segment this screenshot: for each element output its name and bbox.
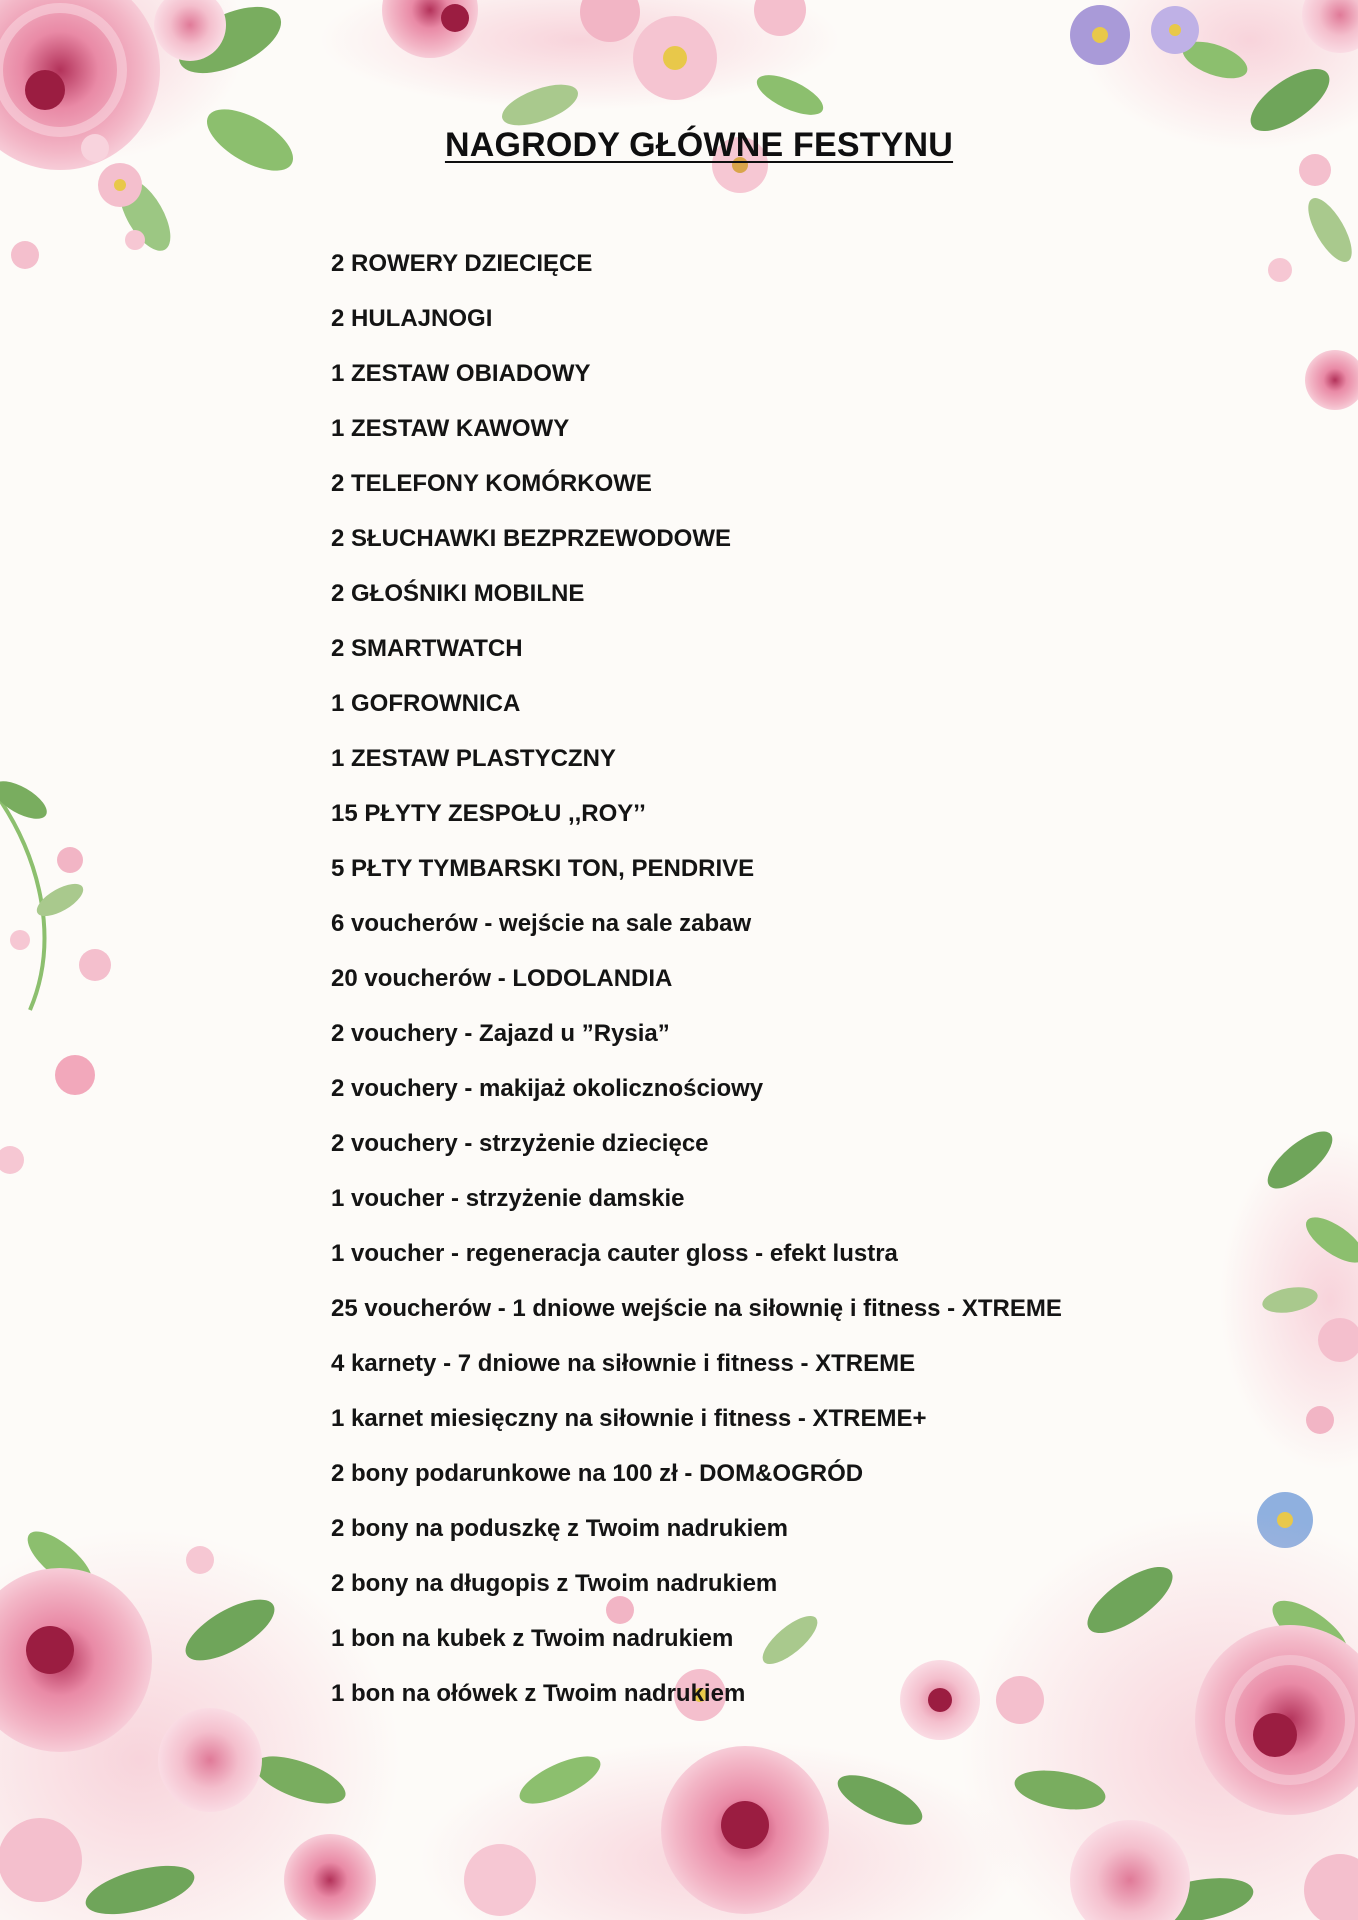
prize-item: 1 bon na kubek z Twoim nadrukiem — [331, 1625, 734, 1652]
prize-item: 2 SŁUCHAWKI BEZPRZEWODOWE — [331, 525, 731, 552]
prize-item: 5 PŁTY TYMBARSKI TON, PENDRIVE — [331, 855, 755, 882]
prize-item: 15 PŁYTY ZESPOŁU ,,ROY’’ — [331, 800, 646, 827]
prize-item: 4 karnety - 7 dniowe na siłownie i fitness - XTREME — [331, 1350, 916, 1377]
prize-item: 2 vouchery - strzyżenie dziecięce — [331, 1130, 709, 1157]
prize-item: 1 voucher - strzyżenie damskie — [331, 1185, 685, 1212]
prize-item: 2 HULAJNOGI — [331, 305, 493, 332]
prize-item: 6 voucherów - wejście na sale zabaw — [331, 910, 752, 937]
prize-item: 2 TELEFONY KOMÓRKOWE — [331, 470, 652, 497]
prize-item: 1 GOFROWNICA — [331, 690, 521, 717]
prize-item: 2 bony na długopis z Twoim nadrukiem — [331, 1570, 778, 1597]
prize-item: 2 SMARTWATCH — [331, 635, 523, 662]
prize-item: 1 karnet miesięczny na siłownie i fitness - XTREME+ — [331, 1405, 927, 1432]
prize-item: 1 voucher - regeneracja cauter gloss - efekt lustra — [331, 1240, 898, 1267]
prize-item: 25 voucherów - 1 dniowe wejście na siłownię i fitness - XTREME — [331, 1295, 1062, 1322]
prize-item: 1 ZESTAW OBIADOWY — [331, 360, 591, 387]
prize-item: 1 bon na ołówek z Twoim nadrukiem — [331, 1680, 746, 1707]
prize-item: 2 bony podarunkowe na 100 zł - DOM&OGRÓD — [331, 1460, 864, 1487]
prize-item: 1 ZESTAW KAWOWY — [331, 415, 570, 442]
prize-item: 1 ZESTAW PLASTYCZNY — [331, 745, 616, 772]
prize-item: 2 bony na poduszkę z Twoim nadrukiem — [331, 1515, 788, 1542]
prize-item: 20 voucherów - LODOLANDIA — [331, 965, 673, 992]
page-title: NAGRODY GŁÓWNE FESTYNU — [444, 126, 954, 164]
prize-list — [331, 244, 1062, 1729]
prize-item: 2 ROWERY DZIECIĘCE — [331, 250, 593, 277]
prize-item: 2 GŁOŚNIKI MOBILNE — [331, 580, 585, 607]
prize-item: 2 vouchery - Zajazd u ”Rysia” — [331, 1020, 670, 1047]
prize-item: 2 vouchery - makijaż okolicznościowy — [331, 1075, 764, 1102]
